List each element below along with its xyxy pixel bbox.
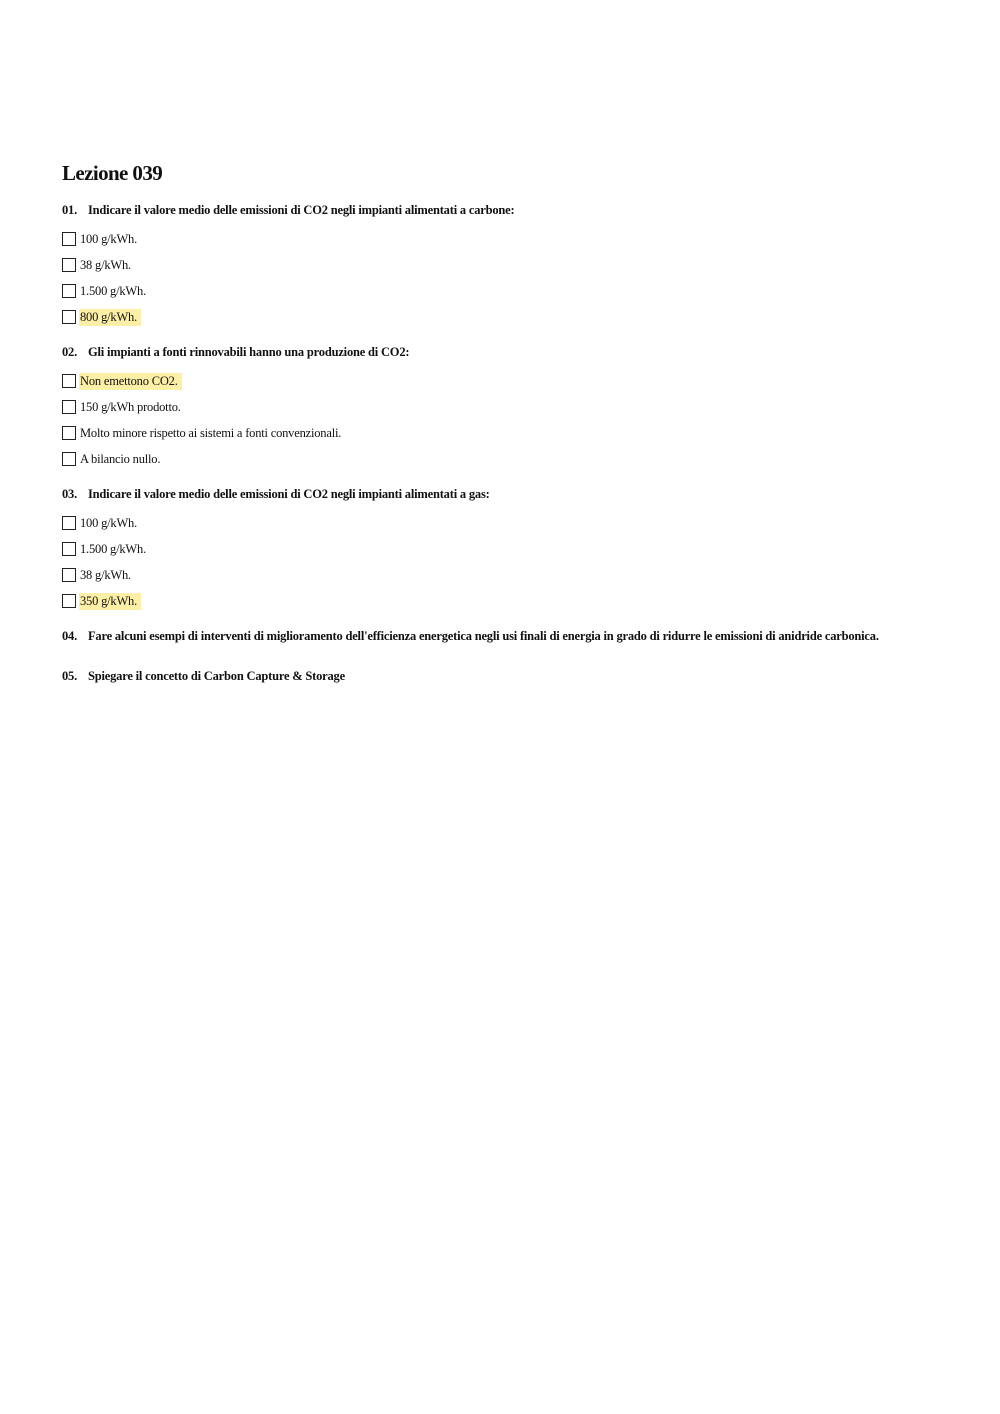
answer-option[interactable] (62, 510, 942, 536)
question-04 (62, 628, 942, 644)
checkbox[interactable] (62, 310, 76, 324)
question-prompt: Spiegare il concetto di Carbon Capture & Storage (88, 669, 345, 683)
question-prompt: Indicare il valore medio delle emissioni di CO2 negli impianti alimentati a gas: (88, 487, 490, 501)
answer-option[interactable] (62, 278, 942, 304)
answer-label: A bilancio nullo. (80, 451, 161, 466)
checkbox[interactable] (62, 594, 76, 608)
checkbox[interactable] (62, 452, 76, 466)
question-number: 05. (62, 669, 78, 683)
answer-option[interactable] (62, 446, 942, 472)
question-number: 03. (62, 487, 78, 501)
checkbox[interactable] (62, 284, 76, 298)
checkbox[interactable] (62, 400, 76, 414)
answer-option-correct[interactable] (62, 588, 942, 614)
question-text (62, 202, 942, 218)
checkbox[interactable] (62, 374, 76, 388)
answer-option[interactable] (62, 394, 942, 420)
question-text (62, 628, 942, 644)
answer-label: 150 g/kWh prodotto. (80, 399, 181, 414)
answer-option[interactable] (62, 252, 942, 278)
answer-label: 1.500 g/kWh. (80, 541, 146, 556)
question-prompt: Indicare il valore medio delle emissioni di CO2 negli impianti alimentati a carbone: (88, 203, 515, 217)
checkbox[interactable] (62, 516, 76, 530)
checkbox[interactable] (62, 258, 76, 272)
answer-label-highlighted: 350 g/kWh. (79, 593, 141, 610)
answer-label: 100 g/kWh. (80, 515, 138, 530)
question-02 (62, 344, 942, 472)
answer-label: 100 g/kWh. (80, 231, 138, 246)
question-01 (62, 202, 942, 330)
answer-label: 1.500 g/kWh. (80, 283, 146, 298)
document-page (62, 160, 942, 698)
answer-option-correct[interactable] (62, 304, 942, 330)
answer-option[interactable] (62, 420, 942, 446)
question-prompt: Fare alcuni esempi di interventi di miglioramento dell'efficienza energetica negli usi finali di energia in grado di ridurre le emissioni di anidride carbonica. (88, 629, 879, 643)
question-text (62, 486, 942, 502)
question-number: 02. (62, 345, 78, 359)
answer-label: 38 g/kWh. (80, 257, 131, 272)
question-number: 01. (62, 203, 78, 217)
question-text (62, 344, 942, 360)
answer-option[interactable] (62, 562, 942, 588)
answer-option[interactable] (62, 226, 942, 252)
question-text (62, 668, 942, 684)
question-prompt: Gli impianti a fonti rinnovabili hanno una produzione di CO2: (88, 345, 410, 359)
question-05 (62, 668, 942, 684)
checkbox[interactable] (62, 568, 76, 582)
question-03 (62, 486, 942, 614)
page-title: Lezione 039 (62, 161, 163, 185)
question-number: 04. (62, 629, 78, 643)
checkbox[interactable] (62, 426, 76, 440)
answer-option-correct[interactable] (62, 368, 942, 394)
checkbox[interactable] (62, 232, 76, 246)
answer-option[interactable] (62, 536, 942, 562)
answer-label: Molto minore rispetto ai sistemi a fonti convenzionali. (80, 425, 342, 440)
checkbox[interactable] (62, 542, 76, 556)
answer-label-highlighted: 800 g/kWh. (79, 309, 141, 326)
answer-label: 38 g/kWh. (80, 567, 131, 582)
answer-label-highlighted: Non emettono CO2. (79, 373, 182, 390)
